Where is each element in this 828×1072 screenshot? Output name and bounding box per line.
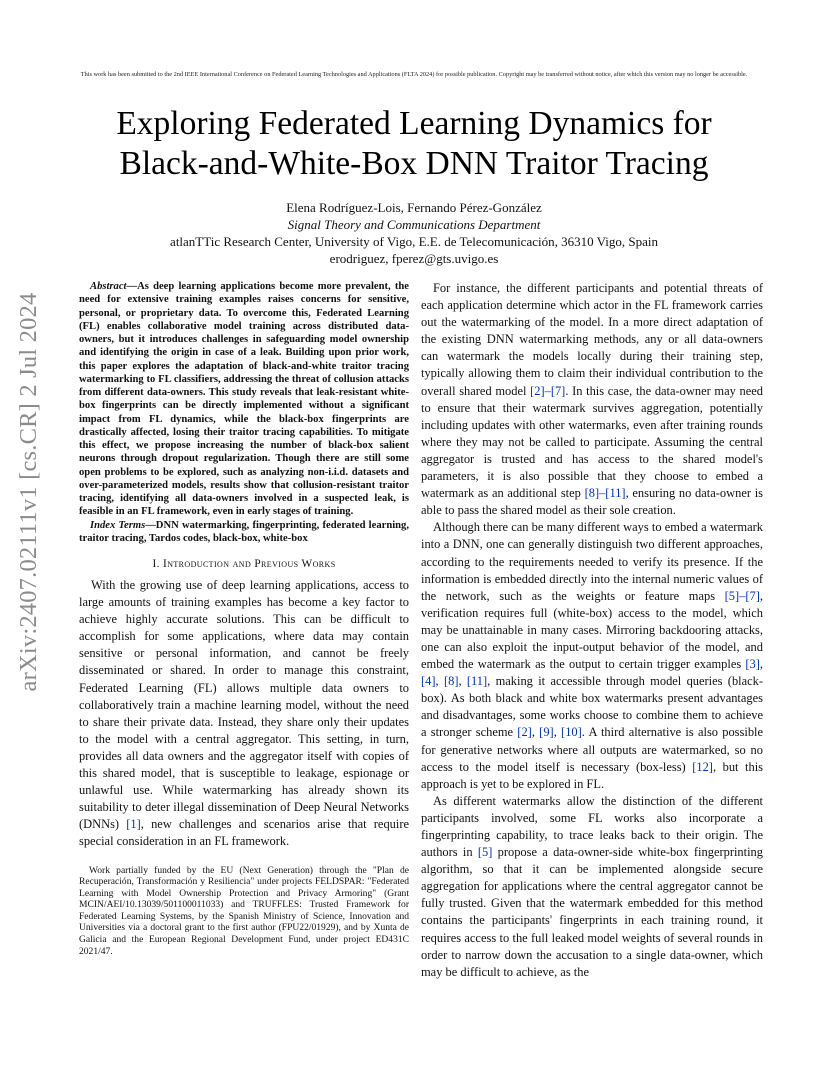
citation-link[interactable]: [2]–[7] <box>530 383 566 398</box>
text: , but this approach is yet to be explored in FL. <box>421 759 763 791</box>
citation-link[interactable]: [12] <box>692 759 713 774</box>
citation-link[interactable]: [1] <box>126 817 141 832</box>
citation-link[interactable]: [4] <box>421 674 436 689</box>
index-terms <box>79 519 409 546</box>
copyright-notice: This work has been submitted to the 2nd IEEE International Conference on Federated Learning Technologies and Applications (FLTA 2024) for possible publication. Copyright may be transferred without notice, after which this version may no longer be accessible. <box>80 71 748 78</box>
institution: atlanTTic Research Center, University of Vigo, E.E. de Telecomunicación, 36310 Vigo, Spain <box>170 234 658 249</box>
text: , verification requires full (white-box) access to the model, which may be unattainable in many cases. Mirroring backdooring attacks, one can also exploit the input-output behavior of the model, and embed the watermark as the output to certain trigger examples <box>421 588 763 672</box>
title-line-1: Exploring Federated Learning Dynamics for <box>116 105 712 142</box>
text: , ensuring no data-owner is able to pass the shared model as their sole creation. <box>421 486 763 518</box>
text: propose a data-owner-side white-box fingerprinting algorithm, so that it can be implemented alongside secure aggregation for applications where the central aggregator cannot be fully trusted. Given that the watermark embedded for this method contains the participants' fingerprints in each training round, it requires access to the full leaked model weights of several rounds in order to narrow down the accusation to a single data-owner, which may be difficult to achieve, as the <box>421 845 763 979</box>
section-heading: I. Introduction and Previous Works <box>152 558 336 570</box>
arxiv-margin <box>4 292 54 692</box>
citation-link[interactable]: [11] <box>466 674 488 689</box>
paragraph-approaches: Although there can be many different ways to embed a watermark into a DNN, one can generally distinguish two different approaches, according to the requirements needed to verify its presence. If the information is embedded directly into the internal numeric values of the network, such as the weights or feature maps [5]–[7], verification requires full (white-box) access to the model, which may be unattainable in many cases. Mirroring backdooring attacks, one can also exploit the input-output behavior of the model, and embed the watermark as the output to certain trigger examples [3], [4], [8], [11], making it accessible through model queries (black-box). As both black and white box watermarks present advantages and disadvantages, some works choose to combine them to achieve a stronger scheme [2], [9], [10]. A third alternative is also possible for generative networks where all outputs are watermarked, so no access to the model itself is necessary (box-less) [12], but this approach is yet to be explored in FL. <box>421 520 764 791</box>
citation-link[interactable]: [9] <box>539 725 554 740</box>
abstract <box>79 280 409 519</box>
title-line-2: Black-and-White-Box DNN Traitor Tracing <box>119 145 709 182</box>
abstract-label: Abstract <box>90 281 127 292</box>
text: , making it accessible through model queries (black-box). As both black and white box watermarks present advantages and disadvantages, some works choose to combine them to achieve a stronger scheme <box>421 674 764 740</box>
citation-link[interactable]: [8]–[11] <box>584 486 626 501</box>
text: . In this case, the data-owner may need to ensure that their watermark survives aggregation, potentially including updates with other watermarks, even after training rounds where they may not be called to participate. Assuming the central aggregator is trusted and has access to the shared model's parameters, it is also possible that they choose to embed a watermark as an additional step <box>421 383 763 501</box>
intro-paragraph <box>79 577 409 851</box>
left-column <box>79 280 409 957</box>
paper-title <box>60 104 768 184</box>
text: As different watermarks allow the distinction of the different participants involved, some FL works also incorporate a fingerprinting capability, to trace leaks back to their origin. The authors in <box>421 793 763 860</box>
citation-link[interactable]: [8] <box>443 674 459 689</box>
emails: erodriguez, fperez@gts.uvigo.es <box>329 251 499 266</box>
footnote: Work partially funded by the EU (Next Generation) through the "Plan de Recuperación, Transformación y Resiliencia" under projects FELDSPAR: "Federated Learning with Model Ownership Protection and Privacy Armoring" (Grant MCIN/AEI/10.13039/501100011033) and TRUFFLES: Trusted Framework for Federated Learning Systems, by the Spanish Ministry of Science, Innovation and Universities via a doctoral grant to the first author (FPU22/01929), and by Xunta de Galicia and the European Regional Development Fund, under project ED431C 2021/47. <box>79 864 409 957</box>
arxiv-identifier: arXiv:2407.02111v1 [cs.CR] 2 Jul 2024 <box>15 292 42 692</box>
text: Although there can be many different ways to embed a watermark into a DNN, one can generally distinguish two different approaches, according to the requirements needed to verify its presence. If the information is embedded directly into the internal numeric values of the network, such as the weights or feature maps <box>421 520 763 603</box>
author-names: Elena Rodríguez-Lois, Fernando Pérez-González <box>286 200 542 215</box>
index-terms-label: Index Terms <box>90 519 146 531</box>
citation-link[interactable]: [10] <box>561 725 582 740</box>
text: . A third alternative is also possible for generative networks where all outputs are watermarked, so no access to the model itself is necessary (box-less) <box>421 725 764 774</box>
paragraph-fl-actors <box>421 280 763 519</box>
right-column <box>421 280 763 981</box>
index-terms-text: —DNN watermarking, fingerprinting, federated learning, traitor tracing, Tardos codes, black-box, white-box <box>79 519 409 544</box>
citation-link[interactable]: [5]–[7] <box>724 588 760 603</box>
department: Signal Theory and Communications Department <box>287 217 541 232</box>
citation-link[interactable]: [3] <box>745 657 760 672</box>
citation-link[interactable]: [5] <box>477 845 493 860</box>
text: For instance, the different participants and potential threats of each application determine which actor in the FL framework carries out the watermarking of the model. In a more direct adaptation of the existing DNN watermarking methods, any or all data-owners can watermark the models locally during their training step, typically allowing them to claim their individual contribution to the overall shared model <box>421 281 763 398</box>
citation-link[interactable]: [2] <box>517 725 532 740</box>
author-block <box>60 199 768 267</box>
intro-text-1: With the growing use of deep learning applications, access to large amounts of training examples has become a key factor to achieve highly accurate solutions. This can be difficult to accomplish for some applications, where data may contain sensitive or personal information, and cannot be freely disseminated or shared. In order to manage this constraint, Federated Learning (FL) allows multiple data owners to collaboratively train a machine learning model, without the need to share their private data. Instead, they share only their updates to the model with a central aggregator. This setting, in turn, provides all data owners and the aggregator itself with copies of this shared model, that is susceptible to leakage, espionage or unlawful use. While watermarking has already shown its suitability to deter illegal dissemination of Deep Neural Networks (DNNs) <box>79 578 409 832</box>
abstract-text: —As deep learning applications become more prevalent, the need for extensive training examples raises concerns for sensitive, personal, or proprietary data. To overcome this, Federated Learning (FL) enables collaborative model training across distributed data-owners, but it introduces challenges in safeguarding model ownership and identifying the origin in case of a leak. Building upon prior work, this paper explores the adaptation of black-and-white traitor tracing watermarking to FL classifiers, addressing the threat of collusion attacks from different data-owners. This study reveals that leak-resistant white-box fingerprints can be directly implemented without a significant impact from FL dynamics, while the black-box fingerprints are drastically affected, losing their traitor tracing capabilities. To mitigate this effect, we propose increasing the number of black-box salient neurons through dropout regularization. Though there are still some open problems to be explored, such as analyzing non-i.i.d. datasets and over-parameterized models, results show that collusion-resistant traitor tracing, identifying all data-owners involved in a suspected leak, is feasible in an FL framework, even in early stages of training. <box>79 281 409 518</box>
paragraph-fingerprinting <box>421 793 763 981</box>
intro-text-2: , new challenges and scenarios arise that require special consideration in an FL framework. <box>79 817 409 849</box>
